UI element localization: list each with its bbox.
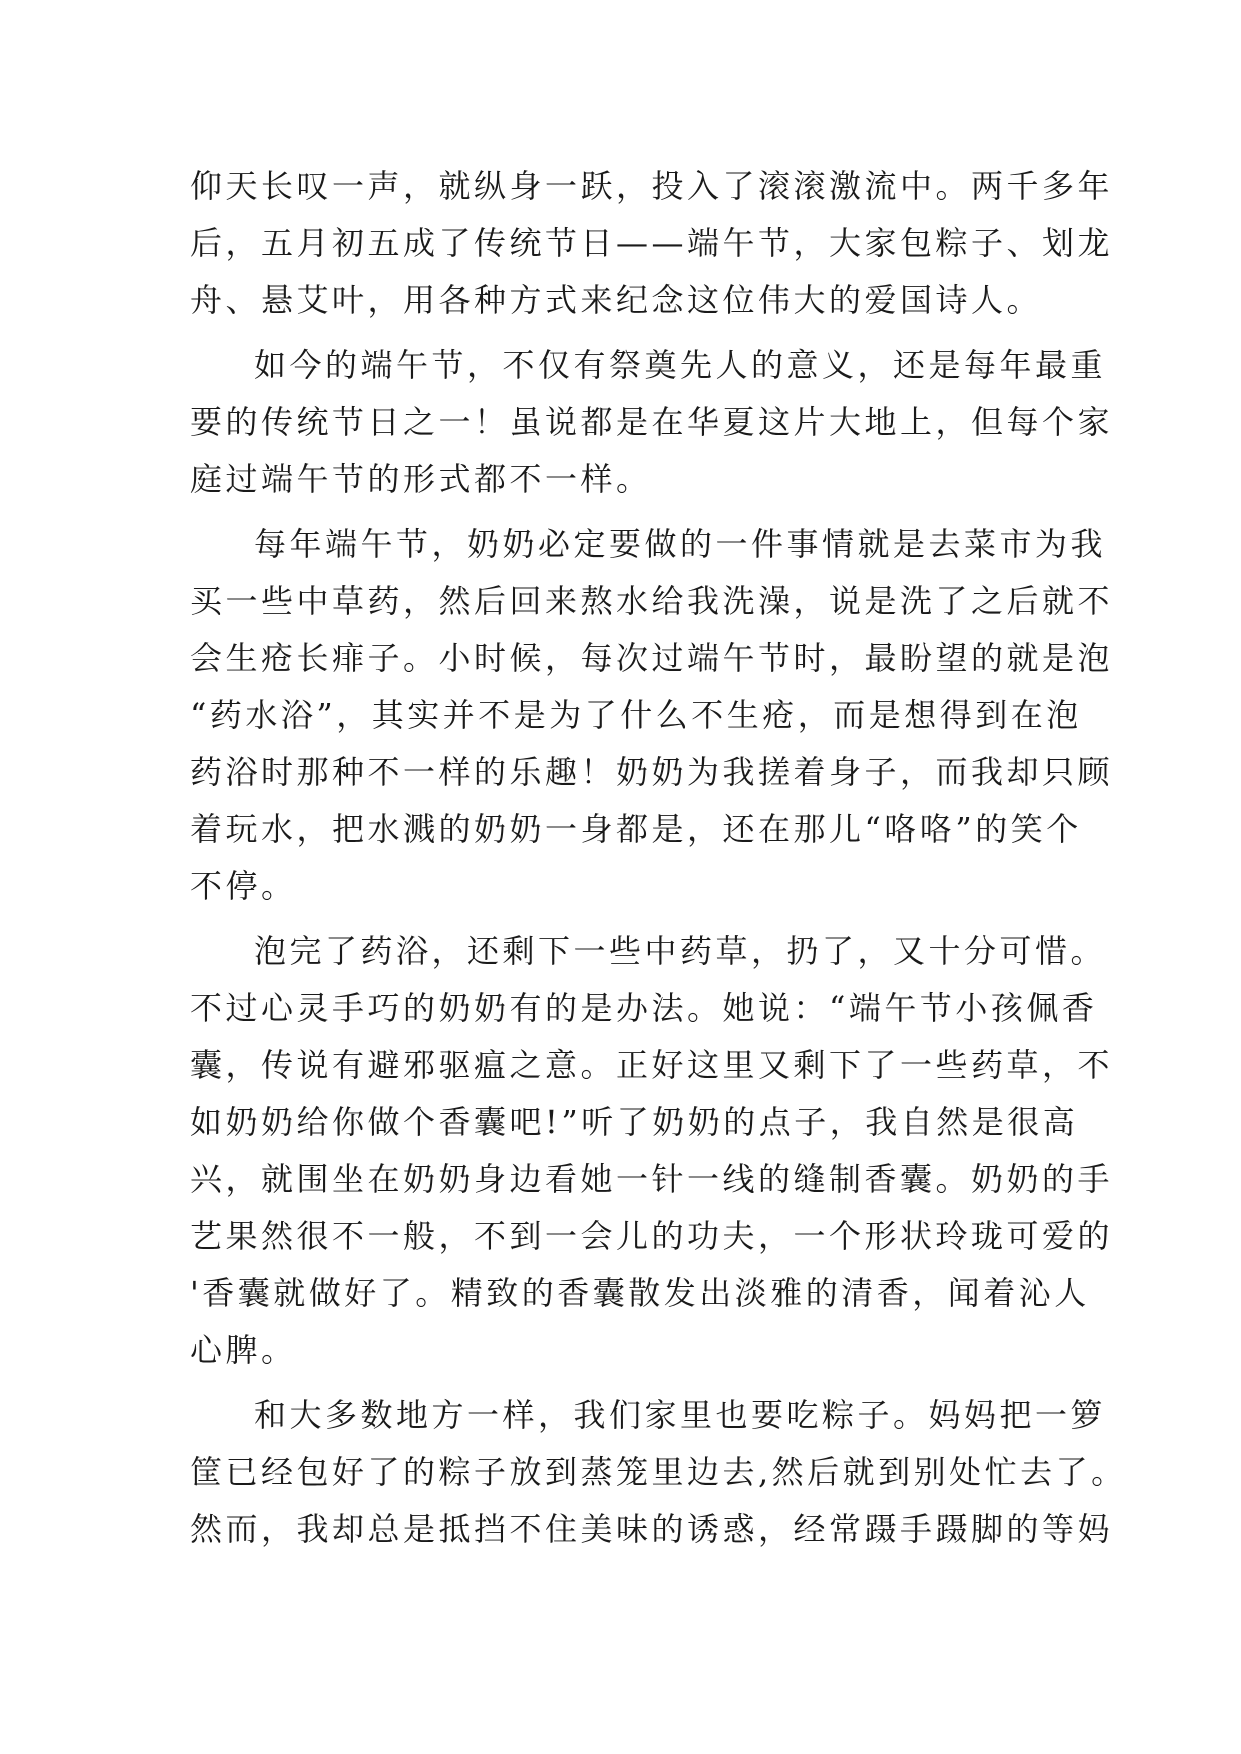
body-text: [190, 158, 1127, 1558]
text-line: 要的传统节日之一！虽说都是在华夏这片大地上，但每个家: [190, 403, 1114, 441]
text-line: 如奶奶给你做个香囊吧!”听了奶奶的点子，我自然是很高: [190, 1103, 1079, 1141]
paragraph: [190, 337, 1114, 508]
paragraph: [190, 923, 1114, 1379]
text-line: 如今的端午节，不仅有祭奠先人的意义，还是每年最重: [254, 346, 1107, 384]
text-line: 着玩水，把水溅的奶奶一身都是，还在那儿“咯咯”的笑个: [190, 810, 1082, 848]
text-line: 后，五月初五成了传统节日——端午节，大家包粽子、划龙: [190, 224, 1114, 262]
text-line: 泡完了药浴，还剩下一些中药草，扔了，又十分可惜。: [254, 932, 1107, 970]
text-line: 心脾。: [190, 1331, 297, 1369]
text-line: 不停。: [190, 867, 297, 905]
text-line: 会生疮长痱子。小时候，每次过端午节时，最盼望的就是泡: [190, 639, 1114, 677]
text-line: '香囊就做好了。精致的香囊散发出淡雅的清香，闻着沁人: [190, 1274, 1090, 1312]
text-line: 兴，就围坐在奶奶身边看她一针一线的缝制香囊。奶奶的手: [190, 1160, 1114, 1198]
text-line: 舟、悬艾叶，用各种方式来纪念这位伟大的爱国诗人。: [190, 281, 1043, 319]
text-line: 庭过端午节的形式都不一样。: [190, 460, 652, 498]
paragraph: [190, 158, 1114, 329]
text-line: 每年端午节，奶奶必定要做的一件事情就是去菜市为我: [254, 525, 1107, 563]
text-line: 买一些中草药，然后回来熬水给我洗澡，说是洗了之后就不: [190, 582, 1114, 620]
text-line: 囊，传说有避邪驱瘟之意。正好这里又剩下了一些药草，不: [190, 1046, 1114, 1084]
text-line: 不过心灵手巧的奶奶有的是办法。她说：“端午节小孩佩香: [190, 989, 1098, 1027]
paragraph: [190, 516, 1114, 915]
text-line: 筐已经包好了的粽子放到蒸笼里边去,然后就到别处忙去了。: [190, 1453, 1127, 1491]
text-line: 和大多数地方一样，我们家里也要吃粽子。妈妈把一箩: [254, 1396, 1107, 1434]
paragraph: [190, 1387, 1127, 1558]
text-line: 然而，我却总是抵挡不住美味的诱惑，经常蹑手蹑脚的等妈: [190, 1510, 1114, 1548]
text-line: 仰天长叹一声，就纵身一跃，投入了滚滚激流中。两千多年: [190, 167, 1114, 205]
text-line: “药水浴”，其实并不是为了什么不生疮，而是想得到在泡: [190, 696, 1082, 734]
text-line: 艺果然很不一般，不到一会儿的功夫，一个形状玲珑可爱的: [190, 1217, 1114, 1255]
text-line: 药浴时那种不一样的乐趣！奶奶为我搓着身子，而我却只顾: [190, 753, 1114, 791]
